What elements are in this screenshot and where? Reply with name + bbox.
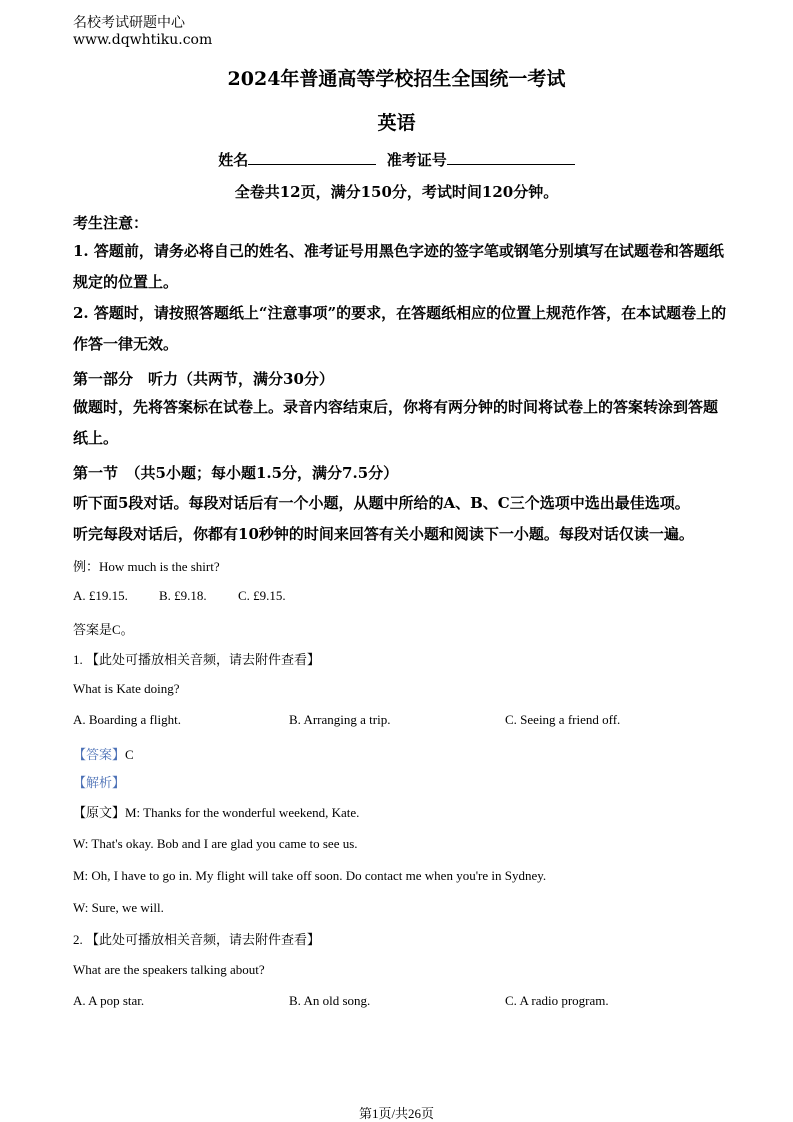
name-blank <box>248 150 376 165</box>
transcript-line: W: That's okay. Bob and I are glad you came to see us. <box>73 836 358 851</box>
answer-value: C <box>125 747 134 762</box>
id-blank <box>447 150 575 165</box>
q2-option-b: B. An old song. <box>289 993 371 1008</box>
note-1: 1. 答题前，请务必将自己的姓名、准考证号用黑色字迹的签字笔或钢笔分别填写在试题卷和答题纸规定的位置上。 <box>73 242 724 291</box>
candidate-fields <box>0 149 793 170</box>
q1-answer <box>73 744 134 763</box>
example-option-b: B. £9.18. <box>159 588 207 603</box>
section1-line2: 听完每段对话后，你都有10秒钟的时间来回答有关小题和阅读下一小题。每段对话仅读一遍。 <box>73 525 694 543</box>
exam-subject: 英语 <box>377 112 416 134</box>
example-question: 例：How much is the shirt? <box>73 559 220 574</box>
note-2: 2. 答题时，请按照答题纸上“注意事项”的要求，在答题纸相应的位置上规范作答，在本试题卷上的作答一律无效。 <box>73 304 727 353</box>
transcript-line: W: Sure, we will. <box>73 900 164 915</box>
q1-analysis-tag: 【解析】 <box>73 775 126 790</box>
q2-option-a: A. A pop star. <box>73 993 145 1008</box>
example-answer: 答案是C。 <box>73 622 134 637</box>
q1-question: What is Kate doing? <box>73 681 180 696</box>
example-option-a: A. £19.15. <box>73 588 128 603</box>
transcript-line: 【原文】M: Thanks for the wonderful weekend, Kate. <box>73 805 360 820</box>
q1-option-c: C. Seeing a friend off. <box>505 712 621 727</box>
part1-intro: 做题时，先将答案标在试卷上。录音内容结束后，你将有两分钟的时间将试卷上的答案转涂到答题纸上。 <box>73 398 719 447</box>
answer-tag: 【答案】 <box>73 747 126 762</box>
q1-option-b: B. Arranging a trip. <box>289 712 391 727</box>
page-number: 第1页/共26页 <box>358 1106 435 1121</box>
header-site: www.dqwhtiku.com <box>73 32 213 48</box>
q2-option-c: C. A radio program. <box>505 993 609 1008</box>
part1-heading: 第一部分 听力（共两节，满分30分） <box>73 370 334 388</box>
exam-summary: 全卷共12页，满分150分，考试时间120分钟。 <box>234 183 559 201</box>
q1-audio-prompt[interactable]: 1. 【此处可播放相关音频，请去附件查看】 <box>73 652 321 667</box>
q1-option-a: A. Boarding a flight. <box>73 712 181 727</box>
id-label: 准考证号 <box>386 151 447 169</box>
example-option-c: C. £9.15. <box>238 588 286 603</box>
q2-question: What are the speakers talking about? <box>73 962 265 977</box>
notes-heading: 考生注意： <box>73 214 149 232</box>
name-label: 姓名 <box>218 151 249 169</box>
header-school: 名校考试研题中心 <box>73 15 185 31</box>
section1-line1: 听下面5段对话。每段对话后有一个小题，从题中所给的A、B、C三个选项中选出最佳选项。 <box>73 494 690 512</box>
section1-heading: 第一节 （共5小题；每小题1.5分，满分7.5分） <box>73 464 399 482</box>
transcript-line: M: Oh, I have to go in. My flight will take off soon. Do contact me when you're in Sydney. <box>73 868 547 883</box>
exam-title: 2024年普通高等学校招生全国统一考试 <box>227 68 566 90</box>
q2-audio-prompt[interactable]: 2. 【此处可播放相关音频，请去附件查看】 <box>73 932 321 947</box>
